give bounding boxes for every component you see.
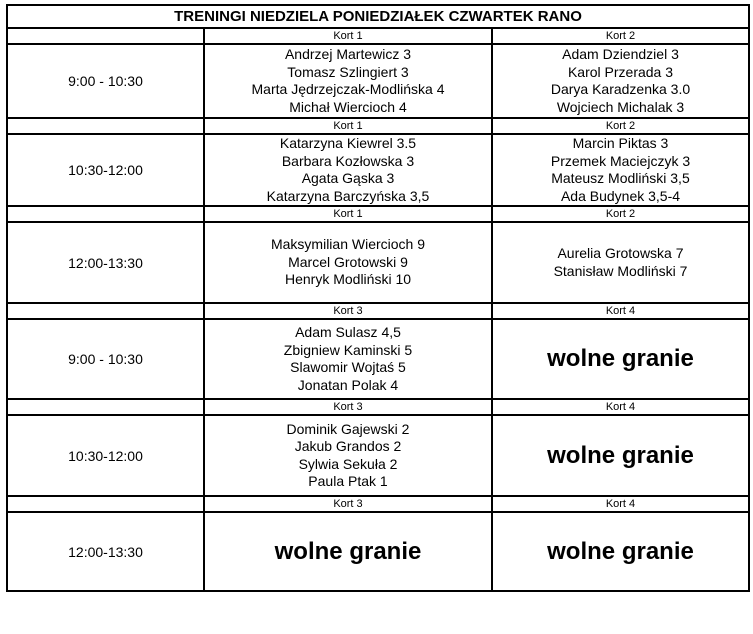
court-label-right: Kort 2 (492, 206, 749, 222)
player-entry: Sylwia Sekuła 2 (298, 455, 398, 472)
court-header-row (7, 303, 749, 319)
player-entry: Katarzyna Barczyńska 3,5 (266, 187, 430, 204)
player-entry: Tomasz Szlingiert 3 (287, 63, 409, 80)
time-slot: 12:00-13:30 (7, 222, 204, 303)
court-label-left: Kort 1 (204, 118, 492, 134)
time-slot: 10:30-12:00 (7, 415, 204, 496)
left-court-cell (204, 415, 492, 496)
court-label-left: Kort 3 (204, 303, 492, 319)
left-court-cell (204, 44, 492, 118)
right-court-cell: wolne granie (492, 512, 749, 591)
time-slot: 9:00 - 10:30 (7, 44, 204, 118)
player-entry: Adam Sulasz 4,5 (295, 324, 401, 340)
court-header-row (7, 206, 749, 222)
court-label-left: Kort 3 (204, 496, 492, 512)
header-spacer (7, 118, 204, 134)
right-court-cell: wolne granie (492, 415, 749, 496)
header-spacer (7, 206, 204, 222)
player-entry: Dominik Gajewski 2 (286, 420, 410, 437)
header-spacer (7, 399, 204, 415)
player-entry: Marcin Piktas 3 (572, 135, 669, 151)
court-label-right: Kort 2 (492, 118, 749, 134)
player-entry: Slawomir Wojtaś 5 (290, 359, 406, 375)
player-entry: Barbara Kozłowska 3 (281, 152, 415, 169)
player-entry: Jonatan Polak 4 (297, 376, 399, 393)
player-entry: Paula Ptak 1 (308, 473, 388, 489)
player-entry: Karol Przerada 3 (567, 63, 674, 80)
left-court-cell (204, 134, 492, 206)
player-entry: Ada Budynek 3,5-4 (560, 187, 681, 204)
right-court-cell: wolne granie (492, 319, 749, 399)
player-entry: Maksymilian Wiercioch 9 (270, 236, 426, 253)
player-entry: Marta Jędrzejczak-Modlińska 4 (251, 81, 445, 97)
player-entry: Katarzyna Kiewrel 3.5 (279, 135, 417, 151)
header-spacer (7, 28, 204, 44)
player-entry: Michał Wiercioch 4 (289, 98, 407, 115)
header-spacer (7, 496, 204, 512)
right-court-cell (492, 44, 749, 118)
player-entry: Marcel Grotowski 9 (288, 253, 408, 270)
court-label-right: Kort 4 (492, 303, 749, 319)
left-court-cell (204, 319, 492, 399)
court-label-left: Kort 1 (204, 206, 492, 222)
session-row (7, 44, 749, 118)
court-label-right: Kort 4 (492, 399, 749, 415)
player-entry: Zbigniew Kaminski 5 (283, 341, 413, 358)
player-entry: Jakub Grandos 2 (294, 438, 402, 454)
right-court-cell (492, 134, 749, 206)
player-entry: Przemek Maciejczyk 3 (550, 152, 691, 169)
court-label-left: Kort 3 (204, 399, 492, 415)
player-entry: Mateusz Modliński 3,5 (551, 170, 690, 186)
player-entry: Henryk Modliński 10 (284, 271, 412, 288)
session-row (7, 222, 749, 303)
time-slot: 12:00-13:30 (7, 512, 204, 591)
time-slot: 10:30-12:00 (7, 134, 204, 206)
session-row (7, 415, 749, 496)
player-entry: Wojciech Michalak 3 (556, 98, 685, 115)
court-header-row (7, 399, 749, 415)
court-header-row (7, 118, 749, 134)
header-spacer (7, 303, 204, 319)
left-court-cell (204, 222, 492, 303)
court-label-right: Kort 2 (492, 28, 749, 44)
court-header-row (7, 28, 749, 44)
session-row (7, 512, 749, 591)
player-entry: Adam Dziendziel 3 (562, 46, 679, 62)
player-entry: Aurelia Grotowska 7 (557, 245, 684, 261)
schedule-table (6, 4, 750, 592)
court-label-right: Kort 4 (492, 496, 749, 512)
player-entry: Andrzej Martewicz 3 (284, 46, 412, 62)
player-entry: Darya Karadzenka 3.0 (550, 81, 691, 97)
session-row (7, 319, 749, 399)
court-label-left: Kort 1 (204, 28, 492, 44)
left-court-cell: wolne granie (204, 512, 492, 591)
player-entry: Stanisław Modliński 7 (553, 262, 688, 279)
time-slot: 9:00 - 10:30 (7, 319, 204, 399)
right-court-cell (492, 222, 749, 303)
court-header-row (7, 496, 749, 512)
page-title: TRENINGI NIEDZIELA PONIEDZIAŁEK CZWARTEK RANO (7, 5, 749, 28)
session-row (7, 134, 749, 206)
player-entry: Agata Gąska 3 (301, 170, 395, 186)
